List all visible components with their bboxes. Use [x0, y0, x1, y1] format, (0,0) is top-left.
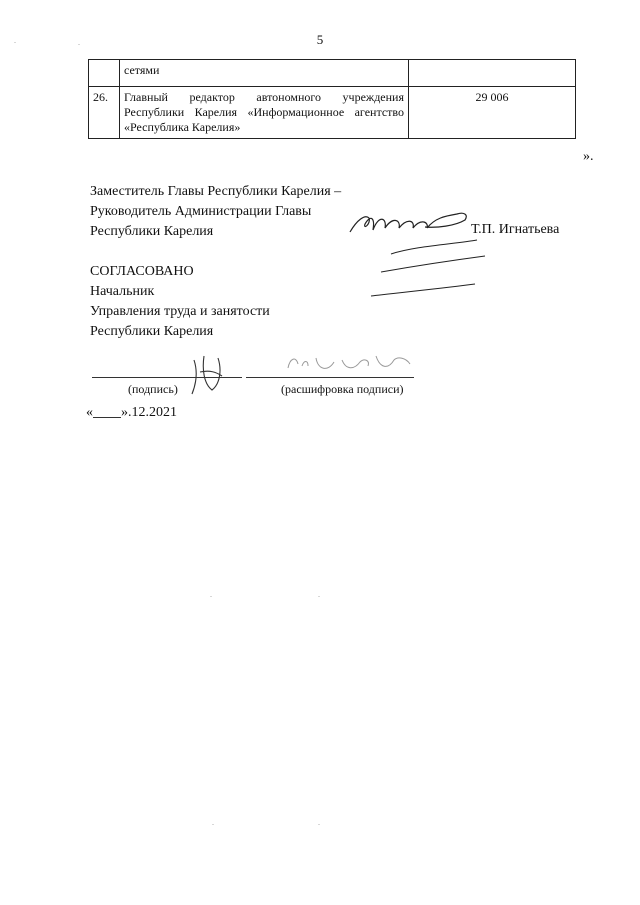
scan-speck: .	[210, 590, 212, 599]
approver-signature	[182, 350, 242, 400]
signer-name: Т.П. Игнатьева	[471, 222, 560, 237]
row-number	[89, 60, 120, 87]
approval-heading: СОГЛАСОВАНО	[90, 264, 194, 279]
decoding-caption: (расшифровка подписи)	[281, 382, 404, 396]
table-row	[89, 87, 576, 139]
approval-date	[86, 403, 177, 421]
closing-quote: ».	[583, 149, 594, 164]
scan-speck: .	[318, 818, 320, 827]
amount: 29 006	[409, 87, 576, 139]
scan-speck: .	[212, 818, 214, 827]
allocation-table	[88, 59, 576, 139]
date-month-year: ».12.2021	[121, 405, 177, 420]
handwritten-decoding	[284, 348, 424, 378]
signer-title	[90, 182, 341, 242]
approval-line: Начальник	[90, 284, 155, 299]
signature-caption: (подпись)	[128, 382, 178, 396]
signer-title-line: Руководитель Администрации Главы	[90, 204, 312, 219]
row-number: 26.	[89, 87, 120, 139]
position-name: сетями	[120, 60, 409, 87]
signer-title-line: Заместитель Главы Республики Карелия –	[90, 184, 342, 199]
approval-block	[90, 262, 270, 342]
table-row	[89, 60, 576, 87]
amount	[409, 60, 576, 87]
scan-speck: .	[78, 38, 80, 47]
signer-signature	[345, 200, 485, 310]
position-name: Главный редактор автономного учреждения Республики Карелия «Информационное агентство «Республика Карелия»	[120, 87, 409, 139]
page-number: 5	[316, 32, 324, 47]
approval-line: Республики Карелия	[90, 324, 214, 339]
scan-speck: .	[318, 590, 320, 599]
signer-title-line: Республики Карелия	[90, 224, 214, 239]
scan-speck: .	[14, 36, 16, 45]
date-open-quote: «	[86, 405, 93, 420]
date-day-blank	[93, 403, 121, 418]
approval-line: Управления труда и занятости	[90, 304, 270, 319]
